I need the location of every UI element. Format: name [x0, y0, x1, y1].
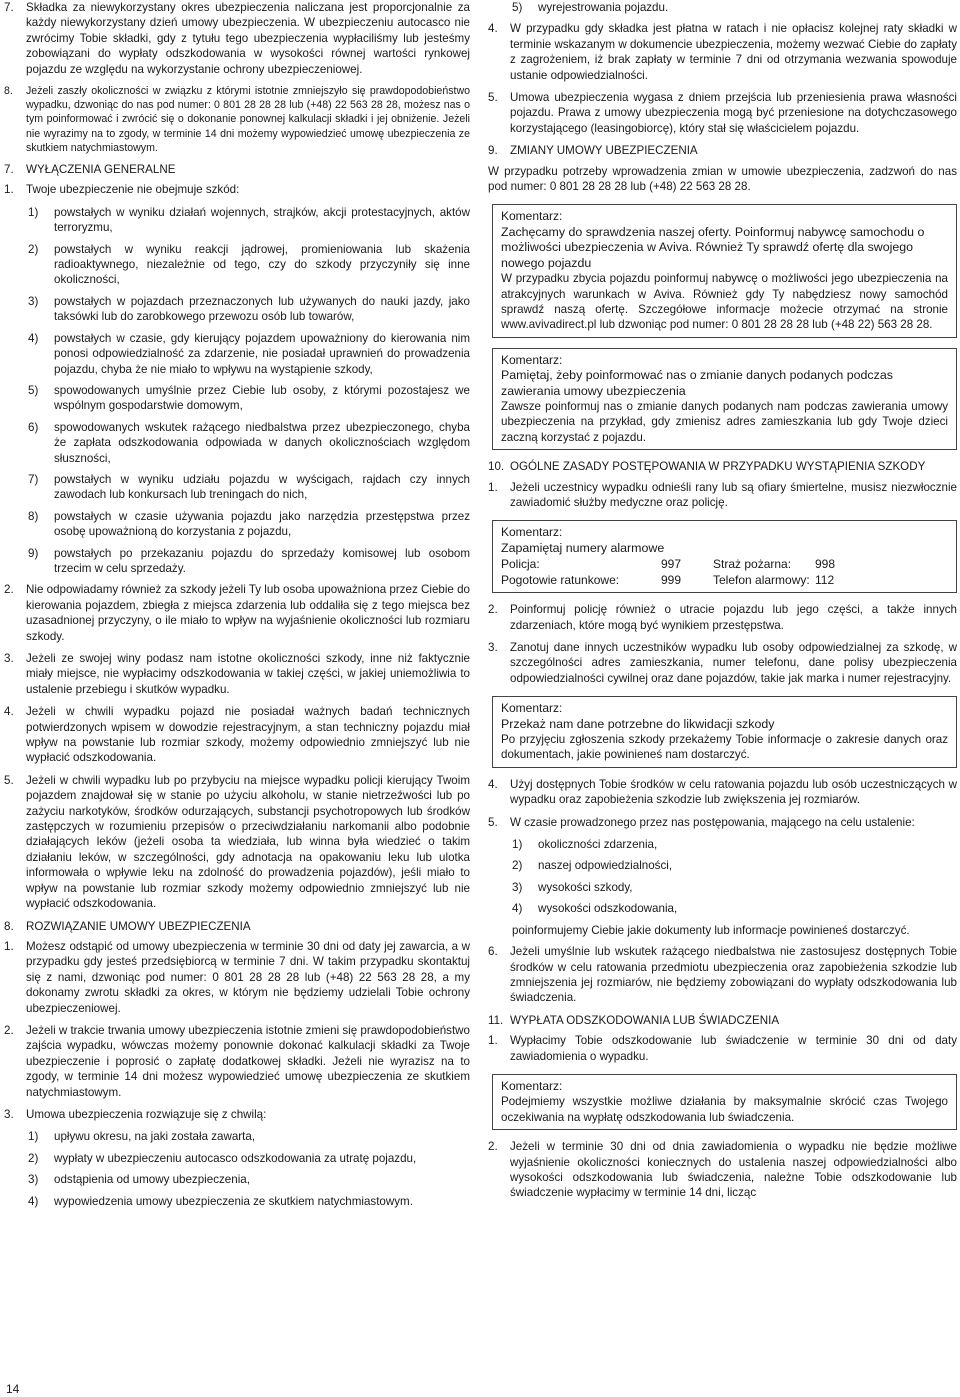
- sub-list-item: [512, 837, 957, 852]
- paragraph-text: W przypadku potrzeby wprowadzenia zmian w umowie ubezpieczenia, zadzwoń do nas pod numer: 0 801 28 28 28 lub (+48) 22 563 28 28.: [488, 164, 957, 194]
- alarm-numbers-table: [501, 556, 948, 588]
- numbered-paragraph: [4, 1023, 470, 1100]
- item-number: 10.: [488, 460, 505, 474]
- alarm-numbers-box: [492, 520, 957, 593]
- item-number: 7.: [4, 163, 14, 177]
- paragraph-text: Jeżeli w trakcie trwania umowy ubezpieczenia istotnie zmieni się prawdopodobieństwo zajścia wypadku, wówczas możemy ponownie dokonać kalkulacji składki za Twoje ubezpieczenie i poprosić o zapłatę dodatkowej składki. Jeżeli nie wyrazisz na to zgody, w terminie 14 dni możesz wypowiedzieć umowę ubezpieczenia ze skutkiem natychmiastowym.: [26, 1023, 471, 1099]
- comment-label: Komentarz:: [501, 525, 563, 540]
- numbered-paragraph: [488, 602, 957, 633]
- sub-list-item: [28, 383, 470, 414]
- paragraph-text: W przypadku gdy składka jest płatna w ratach i nie opłacisz kolejnej raty składki w terminie wskazanym w dokumencie ubezpieczenia, możemy wezwać Ciebie do zapłaty z zagrożeniem, iż brak zapłaty w terminie 7 dni od otrzymania wezwania spowoduje ustanie odpowiedzialności.: [510, 22, 957, 82]
- paragraph-text: Jeżeli zaszły okoliczności w związku z którymi istotnie zmniejszyło się prawdopodobieństwo wypadku, dzwoniąc do nas pod numer: 0 801 28 28 28 lub (+48) 22 563 28 28, możesz nas o tym poinformować i zwrócić się o dokonanie ponownej kalkulacji składki i jej obniżenie. Jeżeli nie wyrazimy na to zgody, w terminie 14 dni możemy wypowiedzieć umowę ubezpieczenia ze skutkiem natychmiastowym.: [26, 85, 470, 154]
- comment-label: Komentarz:: [501, 701, 563, 716]
- paragraph-text: Twoje ubezpieczenie nie obejmuje szkód:: [26, 183, 240, 197]
- sub-item-text: powstałych w wyniku udziału pojazdu w wyścigach, rajdach czy innych zawodach lub konkursach lub treningach do nich,: [54, 472, 470, 502]
- sub-item-number: 2): [512, 859, 523, 873]
- sub-item-text: powstałych po przekazaniu pojazdu do sprzedaży komisowej lub osobom trzecim w celu sprzedaży.: [54, 546, 470, 575]
- sub-list-item: [28, 509, 470, 540]
- item-number: 1.: [488, 480, 498, 494]
- item-number: 5.: [488, 91, 498, 105]
- sub-list-item: [28, 1129, 470, 1144]
- item-number: 5.: [488, 815, 498, 829]
- sub-list-item: [28, 1172, 470, 1187]
- sub-list-item: [512, 880, 957, 895]
- numbered-paragraph: [488, 21, 957, 83]
- sub-item-number: 1): [512, 838, 523, 852]
- numbered-paragraph: [4, 582, 470, 644]
- sub-list-item: [28, 1194, 470, 1209]
- numbered-paragraph: [4, 1107, 470, 1122]
- sub-item-text: wypłaty w ubezpieczeniu autocasco odszkodowania za utratę pojazdu,: [54, 1151, 417, 1165]
- comment-text: Po przyjęciu zgłoszenia szkody przekażemy Tobie informacje o zakresie danych oraz dokumentach, jakie powinieneś nam dostarczyć.: [501, 733, 948, 762]
- sub-item-text: powstałych w czasie używania pojazdu jako narzędzia przestępstwa przez osobę upoważnioną do korzystania z pojazdu,: [54, 509, 470, 539]
- paragraph-text: Użyj dostępnych Tobie środków w celu ratowania pojazdu lub osób uczestniczących w wypadku oraz zapobieżenia szkodzie lub zwiększenia jej rozmiarów.: [510, 777, 957, 807]
- paragraph-text: Możesz odstąpić od umowy ubezpieczenia w terminie 30 dni od daty jej zawarcia, a w przypadku gdy jesteś przedsiębiorcą w terminie 7 dni. W takim przypadku skontaktuj się z nami, dzwoniąc pod numer: 0 801 28 28 28 lub (+48) 22 563 28 28, a my dokonamy zwrotu składki za okres, w którym nie będziemy udzielali Tobie ochrony ubezpieczeniowej.: [26, 939, 470, 1015]
- paragraph-text: Jeżeli w chwili wypadku pojazd nie posiadał ważnych badań technicznych potwierdzonych wpisem w dowodzie rejestracyjnym, a stan techniczny pojazdu miał wpływ na powstanie lub rozmiar szkody, możemy odpowiednio zmniejszyć lub nie wypłacić odszkodowania.: [26, 705, 470, 765]
- item-number: 3.: [4, 1107, 14, 1121]
- item-number: 8.: [4, 85, 13, 98]
- sub-list-item: [512, 0, 957, 15]
- section-title: WYŁĄCZENIA GENERALNE: [26, 163, 176, 177]
- sub-item-number: 9): [28, 546, 39, 560]
- sub-item-text: wysokości szkody,: [538, 880, 633, 894]
- item-number: 3.: [4, 652, 14, 666]
- section-heading: [4, 919, 470, 934]
- numbered-paragraph: [4, 773, 470, 912]
- sub-item-number: 4): [28, 331, 39, 345]
- sub-item-number: 3): [512, 880, 523, 894]
- numbered-paragraph: [4, 0, 470, 77]
- sub-list-item: [28, 546, 470, 577]
- alarm-service-label: Pogotowie ratunkowe:: [501, 573, 620, 588]
- paragraph-text: Poinformuj policję również o utracie pojazdu lub jego części, a także innych zdarzeniach, które mogą być wynikiem przestępstwa.: [510, 603, 957, 632]
- paragraph-text: Jeżeli w terminie 30 dni od dnia zawiadomienia o wypadku nie będzie możliwe wyjaśnienie okoliczności koniecznych do ustalenia naszej odpowiedzialności albo wysokości odszkodowania lub świadczenia, należne Tobie odszkodowanie lub świadczenie wypłacimy w terminie 14 dni, licząc: [510, 1140, 957, 1200]
- comment-box: [492, 1074, 957, 1130]
- alarm-number: 112: [815, 573, 835, 588]
- numbered-paragraph: [4, 651, 470, 697]
- sub-item-number: 1): [28, 205, 39, 219]
- section-title: ROZWIĄZANIE UMOWY UBEZPIECZENIA: [26, 919, 251, 933]
- right-column: [488, 0, 957, 1208]
- sub-item-text: upływu okresu, na jaki została zawarta,: [54, 1130, 256, 1144]
- comment-title: Zachęcamy do sprawdzenia naszej oferty. Poinformuj nabywcę samochodu o możliwości ubezpieczenia w Aviva. Również Ty sprawdź ofertę dla swojego nowego pojazdu: [501, 224, 925, 270]
- numbered-paragraph: [4, 182, 470, 197]
- comment-text: W przypadku zbycia pojazdu poinformuj nabywcę o możliwości jego ubezpieczenia na atrakcyjnych warunkach w Aviva. Również gdy Ty nabędziesz nowy samochód sprawdź naszą ofertę. Szczegółowe informacje możecie otrzymać na stronie www.avivadirect.pl lub dzwoniąc pod numer: 0 801 28 28 28 lub (+48 22) 563 28 28.: [501, 272, 948, 332]
- item-number: 4.: [4, 705, 14, 719]
- comment-box: [492, 204, 957, 337]
- left-column: [4, 0, 470, 1215]
- alarm-number: 998: [815, 557, 836, 572]
- alarm-service-label: Straż pożarna:: [713, 557, 792, 572]
- numbered-paragraph: [488, 815, 957, 830]
- sub-list-item: [28, 420, 470, 466]
- sub-item-text: powstałych w wyniku działań wojennych, strajków, akcji protestacyjnych, aktów terroryzmu,: [54, 205, 470, 235]
- sub-item-text: powstałych w pojazdach przeznaczonych lub używanych do nauki jazdy, jako taksówki lub do zarobkowego przewozu osób lub towarów,: [54, 294, 470, 324]
- sub-list-item: [28, 1151, 470, 1166]
- paragraph-text: Wypłacimy Tobie odszkodowanie lub świadczenie w terminie 30 dni od daty zawiadomienia o wypadku.: [510, 1034, 957, 1063]
- sub-item-number: 2): [28, 242, 39, 256]
- item-number: 4.: [488, 22, 498, 36]
- sub-list-item: [512, 858, 957, 873]
- sub-item-text: powstałych w wyniku reakcji jądrowej, promieniowania lub skażenia radioaktywnego, niezależnie od tego, czy do szkody przyczyniły się inne okoliczności,: [54, 242, 470, 287]
- paragraph-text: Jeżeli umyślnie lub wskutek rażącego niedbalstwa nie zastosujesz dostępnych Tobie środków w celu ratowania przedmiotu ubezpieczenia oraz zapobieżenia szkodzie lub zmniejszenia jej rozmiarów, nie będziemy zobowiązani do wypłaty odszkodowania lub świadczenia.: [510, 945, 957, 1005]
- section-title: OGÓLNE ZASADY POSTĘPOWANIA W PRZYPADKU WYSTĄPIENIA SZKODY: [510, 460, 926, 474]
- sub-item-number: 4): [512, 902, 523, 916]
- numbered-paragraph: [488, 90, 957, 136]
- sub-item-number: 5): [28, 383, 39, 397]
- item-number: 9.: [488, 144, 498, 158]
- paragraph-text: poinformujemy Ciebie jakie dokumenty lub informacje powinieneś dostarczyć.: [512, 923, 910, 937]
- alarm-service-label: Telefon alarmowy:: [713, 573, 810, 588]
- sub-item-number: 7): [28, 472, 39, 486]
- item-number: 4.: [488, 777, 498, 791]
- sub-list-item: [28, 331, 470, 377]
- sub-item-number: 5): [512, 1, 523, 14]
- numbered-paragraph: [4, 704, 470, 766]
- section-heading: [488, 459, 957, 474]
- paragraph-text: Umowa ubezpieczenia rozwiązuje się z chwilą:: [26, 1107, 267, 1121]
- alarm-service-label: Policja:: [501, 557, 540, 572]
- numbered-paragraph: [4, 84, 470, 155]
- item-number: 5.: [4, 773, 14, 787]
- comment-label: Komentarz:: [501, 1078, 563, 1093]
- comment-title: Pamiętaj, żeby poinformować nas o zmianie danych podanych podczas zawierania umowy ubezpieczenia: [501, 368, 893, 398]
- paragraph-text: Zanotuj dane innych uczestników wypadku lub osoby odpowiedzialnej za szkodę, w szczególności adres zamieszkania, numer telefonu, dane polisy ubezpieczenia odpowiedzialności cywilnej oraz dane pojazdów, takie jak marka i numer rejestracyjny.: [510, 641, 957, 685]
- sub-list-item: [28, 205, 470, 236]
- section-heading: [488, 143, 957, 158]
- sub-list-item: [28, 472, 470, 503]
- sub-item-text: spowodowanych umyślnie przez Ciebie lub osoby, z którymi pozostajesz we wspólnym gospodarstwie domowym,: [54, 383, 470, 413]
- sub-item-text: odstąpienia od umowy ubezpieczenia,: [54, 1173, 250, 1187]
- comment-box: [492, 696, 957, 768]
- item-number: 2.: [4, 1023, 14, 1037]
- sub-item-text: wyrejestrowania pojazdu.: [538, 1, 669, 14]
- sub-item-number: 4): [28, 1194, 39, 1208]
- section-heading: [488, 1013, 957, 1028]
- alarm-number: 997: [661, 557, 682, 572]
- item-number: 2.: [4, 583, 14, 597]
- section-title: WYPŁATA ODSZKODOWANIA LUB ŚWIADCZENIA: [510, 1013, 780, 1027]
- paragraph-text: W czasie prowadzonego przez nas postępowania, mającego na celu ustalenie:: [510, 815, 915, 829]
- paragraph-text: Jeżeli w chwili wypadku lub po przybyciu na miejsce wypadku policji kierujący Twoim pojazdem znajdował się w stanie po użyciu alkoholu, w stanie nietrzeźwości lub po zażyciu narkotyków, środków odurzających, substancji psychotropowych lub środków zastępczych w rozumieniu przepisów o przeciwdziałaniu narkomanii albo podobnie działających leków (jeżeli osoba ta wiedziała, lub winna była wiedzieć o takim działaniu leków, w szczególności, gdy adnotacja na opakowaniu leku lub ulotka informowała o wpływie leku na zdolność do prowadzenia pojazdów), jeśli miało to wpływ na powstanie lub rozmiar szkody możemy odpowiednio zmniejszyć lub nie wypłacić odszkodowania.: [26, 773, 470, 911]
- item-number: 1.: [4, 939, 14, 953]
- comment-box: [492, 348, 957, 450]
- sub-item-number: 2): [28, 1151, 39, 1165]
- numbered-paragraph: [488, 640, 957, 686]
- alarm-number: 999: [661, 573, 682, 588]
- numbered-paragraph: [488, 944, 957, 1006]
- comment-text: Zawsze poinformuj nas o zmianie danych podanych nam podczas zawierania umowy ubezpieczenia na przykład, gdy zmienisz adres zamieszkania lub gdy Twoje dzieci zaczną korzystać z pojazdu.: [501, 399, 948, 444]
- sub-list-item: [28, 242, 470, 288]
- item-number: 11.: [488, 1013, 504, 1027]
- item-number: 1.: [4, 183, 14, 197]
- sub-item-number: 8): [28, 509, 39, 523]
- sub-item-number: 3): [28, 1173, 39, 1187]
- page-number: 14: [6, 1382, 20, 1396]
- item-number: 1.: [488, 1034, 498, 1048]
- sub-item-text: wysokości odszkodowania,: [538, 902, 678, 916]
- sub-list-item: [28, 294, 470, 325]
- comment-title: Przekaż nam dane potrzebne do likwidacji szkody: [501, 716, 775, 731]
- sub-item-text: powstałych w czasie, gdy kierujący pojazdem upoważniony do kierowania nim ponosi odpowiedzialność za zdarzenie, nie posiadał uprawnień do prowadzenia pojazdu, chyba że nie miało to wpływu na wystąpienie szkody,: [54, 331, 470, 376]
- item-number: 2.: [488, 1140, 498, 1154]
- item-number: 6.: [488, 945, 498, 959]
- numbered-paragraph: [488, 777, 957, 808]
- paragraph-text: Umowa ubezpieczenia wygasa z dniem przejścia lub przeniesienia prawa własności pojazdu. Prawa z umowy ubezpieczenia mogą być przeniesione na dotychczasowego korzystającego (leasingobiorcę), który stał się właścicielem pojazdu.: [510, 91, 957, 135]
- sub-item-number: 3): [28, 294, 39, 308]
- comment-text: Podejmiemy wszystkie możliwe działania by maksymalnie skrócić czas Twojego oczekiwania na wypłatę odszkodowania lub świadczenia.: [501, 1095, 948, 1124]
- comment-label: Komentarz:: [501, 209, 563, 224]
- sub-item-text: okoliczności zdarzenia,: [538, 838, 658, 852]
- paragraph-text: Nie odpowiadamy również za szkody jeżeli Ty lub osoba upoważniona przez Ciebie do kierowania pojazdem, zbiegła z miejsca zdarzenia lub oddaliła się z tego miejsca bez uzasadnionej przyczyny, o ile miało to wpływ na wyjaśnienie okoliczności lub rozmiaru szkody.: [26, 583, 470, 643]
- sub-item-number: 6): [28, 420, 39, 434]
- section-title: ZMIANY UMOWY UBEZPIECZENIA: [510, 144, 698, 158]
- section-heading: [4, 162, 470, 177]
- item-number: 7.: [4, 1, 14, 14]
- numbered-paragraph: [488, 480, 957, 511]
- comment-label: Komentarz:: [501, 352, 563, 367]
- sub-item-number: 1): [28, 1130, 39, 1144]
- sub-list-item: [512, 901, 957, 916]
- item-number: 3.: [488, 641, 498, 654]
- sub-item-text: wypowiedzenia umowy ubezpieczenia ze skutkiem natychmiastowym.: [54, 1194, 413, 1208]
- item-number: 2.: [488, 603, 498, 617]
- item-number: 8.: [4, 919, 14, 933]
- comment-title: Zapamiętaj numery alarmowe: [501, 540, 665, 555]
- sub-item-text: naszej odpowiedzialności,: [538, 859, 673, 873]
- paragraph-text: Jeżeli ze swojej winy podasz nam istotne okoliczności szkody, inne niż faktycznie miały miejsce, nie wypłacimy odszkodowania w takiej części, w jakiej uniemożliwia to ustalenie przebiegu i skutków wypadku.: [26, 652, 470, 696]
- paragraph-text: Jeżeli uczestnicy wypadku odnieśli rany lub są ofiary śmiertelne, musisz niezwłocznie zawiadomić służby medyczne oraz policję.: [510, 480, 957, 509]
- paragraph-text: Składka za niewykorzystany okres ubezpieczenia naliczana jest proporcjonalnie za każdy niewykorzystany dzień umowy ubezpieczenia. W ubezpieczeniu autocasco nie zwrócimy Tobie składki, gdy z tytułu tego ubezpieczenia wypłaciliśmy lub jesteśmy zobowiązani do wypłaty odszkodowania w wysokości równej wartości rynkowej pojazdu ze względu na wykorzystanie ochrony ubezpieczeniowej.: [26, 1, 470, 76]
- numbered-paragraph: [488, 1033, 957, 1064]
- numbered-paragraph: [488, 1139, 957, 1201]
- numbered-paragraph: [4, 939, 470, 1016]
- sub-item-text: spowodowanych wskutek rażącego niedbalstwa przez ubezpieczonego, chyba że zapłata odszkodowania odpowiada w danych okolicznościach względom słuszności,: [54, 420, 470, 465]
